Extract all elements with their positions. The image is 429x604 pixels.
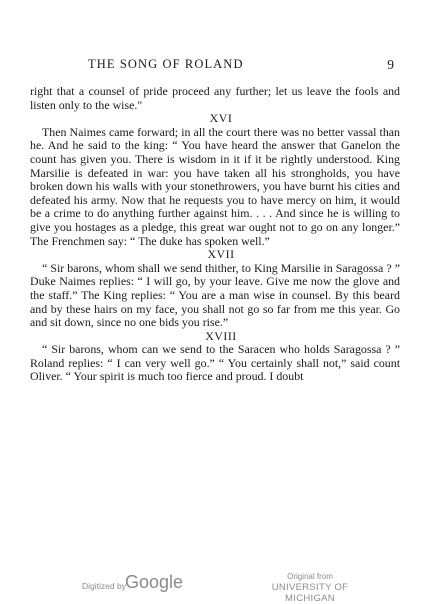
university-label: UNIVERSITY OF MICHIGAN (271, 582, 349, 604)
chapter-heading-xvi: XVI (209, 111, 233, 126)
running-header (30, 57, 398, 75)
page-number: 9 (387, 57, 394, 72)
paragraph-xvii: “ Sir barons, whom shall we send thither, to King Marsilie in Saragossa ? ” Duke Naimes replies: “ I will go, by your leave. Give me now the glove and the staff.” The King replies: “ You are a man wise in counsel. By this beard and by these hairs on my face, you shall not go so far from me this year. Go and sit down, since no one bids you rise.” (30, 260, 400, 330)
paragraph-continued: right that a counsel of pride proceed any further; let us leave the fools and listen only to the wise." (30, 84, 400, 112)
running-title: THE SONG OF ROLAND (88, 57, 244, 71)
chapter-heading-xvii: XVII (207, 247, 235, 262)
page-body (30, 85, 400, 384)
digitization-footer (0, 568, 429, 604)
original-from-label: Original from (287, 572, 333, 581)
chapter-heading-xviii: XVIII (205, 328, 237, 343)
google-logo: Google (125, 572, 184, 592)
paragraph-xvi: Then Naimes came forward; in all the court there was no better vassal than he. And he said to the king: “ You have heard the answer that Ganelon the count has given you. There is wisdom in it if it be rightly understood. King Marsilie is defeated in war: you have taken all his strongholds, you have broken down his walls with your stonethrowers, you have burnt his cities and defeated his army. Now that he requests you to have mercy on him, it would be a crime to do anything further against him. . . . And since he is willing to give you hostages as a pledge, this great war ought not to go on any longer.” The Frenchmen say: “ The duke has spoken well.” (30, 124, 400, 248)
digitized-by-label: Digitized by (82, 581, 126, 591)
paragraph-xviii: “ Sir barons, whom can we send to the Saracen who holds Saragossa ? ” Roland replies: “ I can very well go.” “ You certainly shall not,” said count Oliver. “ Your spirit is much too fierce and proud. I doubt (30, 342, 400, 384)
